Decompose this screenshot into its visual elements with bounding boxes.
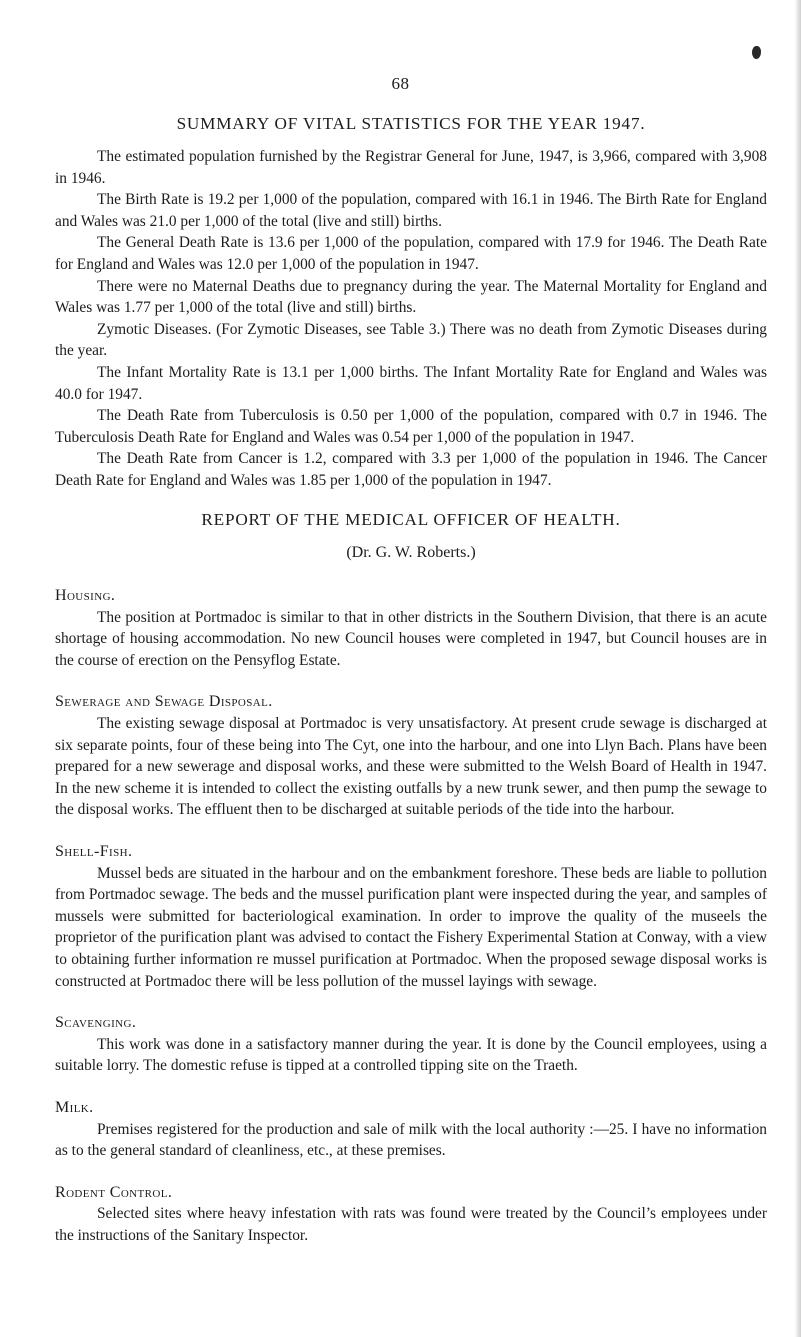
section-text: Selected sites where heavy infestation with rats was found were treated by the Council’s employees under the instructions of the Sanitary Inspector. (55, 1205, 767, 1244)
section-text: The existing sewage disposal at Portmadoc is very unsatisfactory. At present crude sewage is discharged at six separate points, four of these being into The Cyt, one into the harbour, and one into Llyn Bach. Plans have been prepared for a new sewerage and disposal works, and these were submitted to the Welsh Board of Health in 1947. In the new scheme it is intended to collect the existing outfalls by a new trunk sewer, and then pump the sewage to the disposal works. The effluent then to be discharged at suitable periods of the tide into the harbour. (55, 715, 767, 819)
summary-paragraph-zymotic: Zymotic Diseases. (For Zymotic Diseases, see Table 3.) There was no death from Zymotic Diseases during the year. (55, 320, 767, 360)
page-edge-shadow (795, 0, 801, 1337)
summary-paragraph-maternal: There were no Maternal Deaths due to pregnancy during the year. The Maternal Mortality for England and Wales was 1.77 per 1,000 of the total (live and still) births. (55, 277, 767, 317)
summary-paragraph-tuberculosis: The Death Rate from Tuberculosis is 0.50 per 1,000 of the population, compared with 0.7 in 1946. The Tuberculosis Death Rate for England and Wales was 0.54 per 1,000 of the population in 1947. (55, 407, 767, 446)
section-heading: Housing. (55, 587, 116, 605)
summary-title: SUMMARY OF VITAL STATISTICS FOR THE YEAR 1947. (176, 114, 646, 133)
summary-section (55, 146, 767, 492)
section-heading: Scavenging. (55, 1014, 137, 1032)
section-text: The position at Portmadoc is similar to that in other districts in the Southern Division, that there is an acute shortage of housing accommodation. No new Council houses were completed in 1947, but Council houses are in the course of erection on the Pensyflog Estate. (55, 608, 767, 669)
section-scavenging (55, 1012, 767, 1077)
section-text: Premises registered for the production and sale of milk with the local authority :—25. I have no information as to the general standard of cleanliness, etc., at these premises. (55, 1120, 767, 1160)
section-text: This work was done in a satisfactory manner during the year. It is done by the Council employees, using a suitable lorry. The domestic refuse is tipped at a controlled tipping site on the Traeth. (55, 1035, 767, 1075)
section-shell-fish (55, 841, 767, 992)
section-text: Mussel beds are situated in the harbour and on the embankment foreshore. These beds are liable to pollution from Portmadoc sewage. The beds and the mussel purification plant were inspected during the year, and samples of mussels were submitted for bacteriological examination. In order to improve the quality of the museels the proprietor of the purification plant was advised to contact the Fishery Experimental Station at Conway, with a view to obtaining further information re mussel purification at Portmadoc. When the proposed sewage disposal works is constructed at Portmadoc there will be less pollution of the mussel layings with sewage. (55, 864, 767, 990)
section-sewerage (55, 691, 767, 821)
section-heading: Milk. (55, 1098, 94, 1116)
summary-paragraph-infant: The Infant Mortality Rate is 13.1 per 1,000 births. The Infant Mortality Rate for England and Wales was 40.0 for 1947. (55, 363, 767, 403)
section-milk (55, 1097, 767, 1162)
ink-blot (752, 46, 761, 59)
summary-paragraph-population: The estimated population furnished by the Registrar General for June, 1947, is 3,966, compared with 3,908 in 1946. (55, 148, 767, 187)
section-rodent-control (55, 1182, 767, 1247)
report-author: (Dr. G. W. Roberts.) (346, 543, 476, 561)
section-heading: Rodent Control. (55, 1183, 173, 1201)
summary-paragraph-birth-rate: The Birth Rate is 19.2 per 1,000 of the population, compared with 16.1 in 1946. The Birth Rate for England and Wales was 21.0 per 1,000 of the total (live and still) births. (55, 191, 767, 230)
section-heading: Sewerage and Sewage Disposal. (55, 693, 273, 711)
section-heading: Shell-Fish. (55, 843, 133, 861)
report-title: REPORT OF THE MEDICAL OFFICER OF HEALTH. (201, 509, 621, 529)
section-housing (55, 585, 767, 671)
page-number: 68 (391, 74, 410, 93)
summary-paragraph-death-rate: The General Death Rate is 13.6 per 1,000 of the population, compared with 17.9 for 1946. The Death Rate for England and Wales was 12.0 per 1,000 of the population in 1947. (55, 234, 767, 273)
summary-paragraph-cancer: The Death Rate from Cancer is 1.2, compared with 3.3 per 1,000 of the population in 1946. The Cancer Death Rate for England and Wales was 1.85 per 1,000 of the population in 1947. (55, 450, 767, 489)
page-content (55, 112, 767, 1247)
